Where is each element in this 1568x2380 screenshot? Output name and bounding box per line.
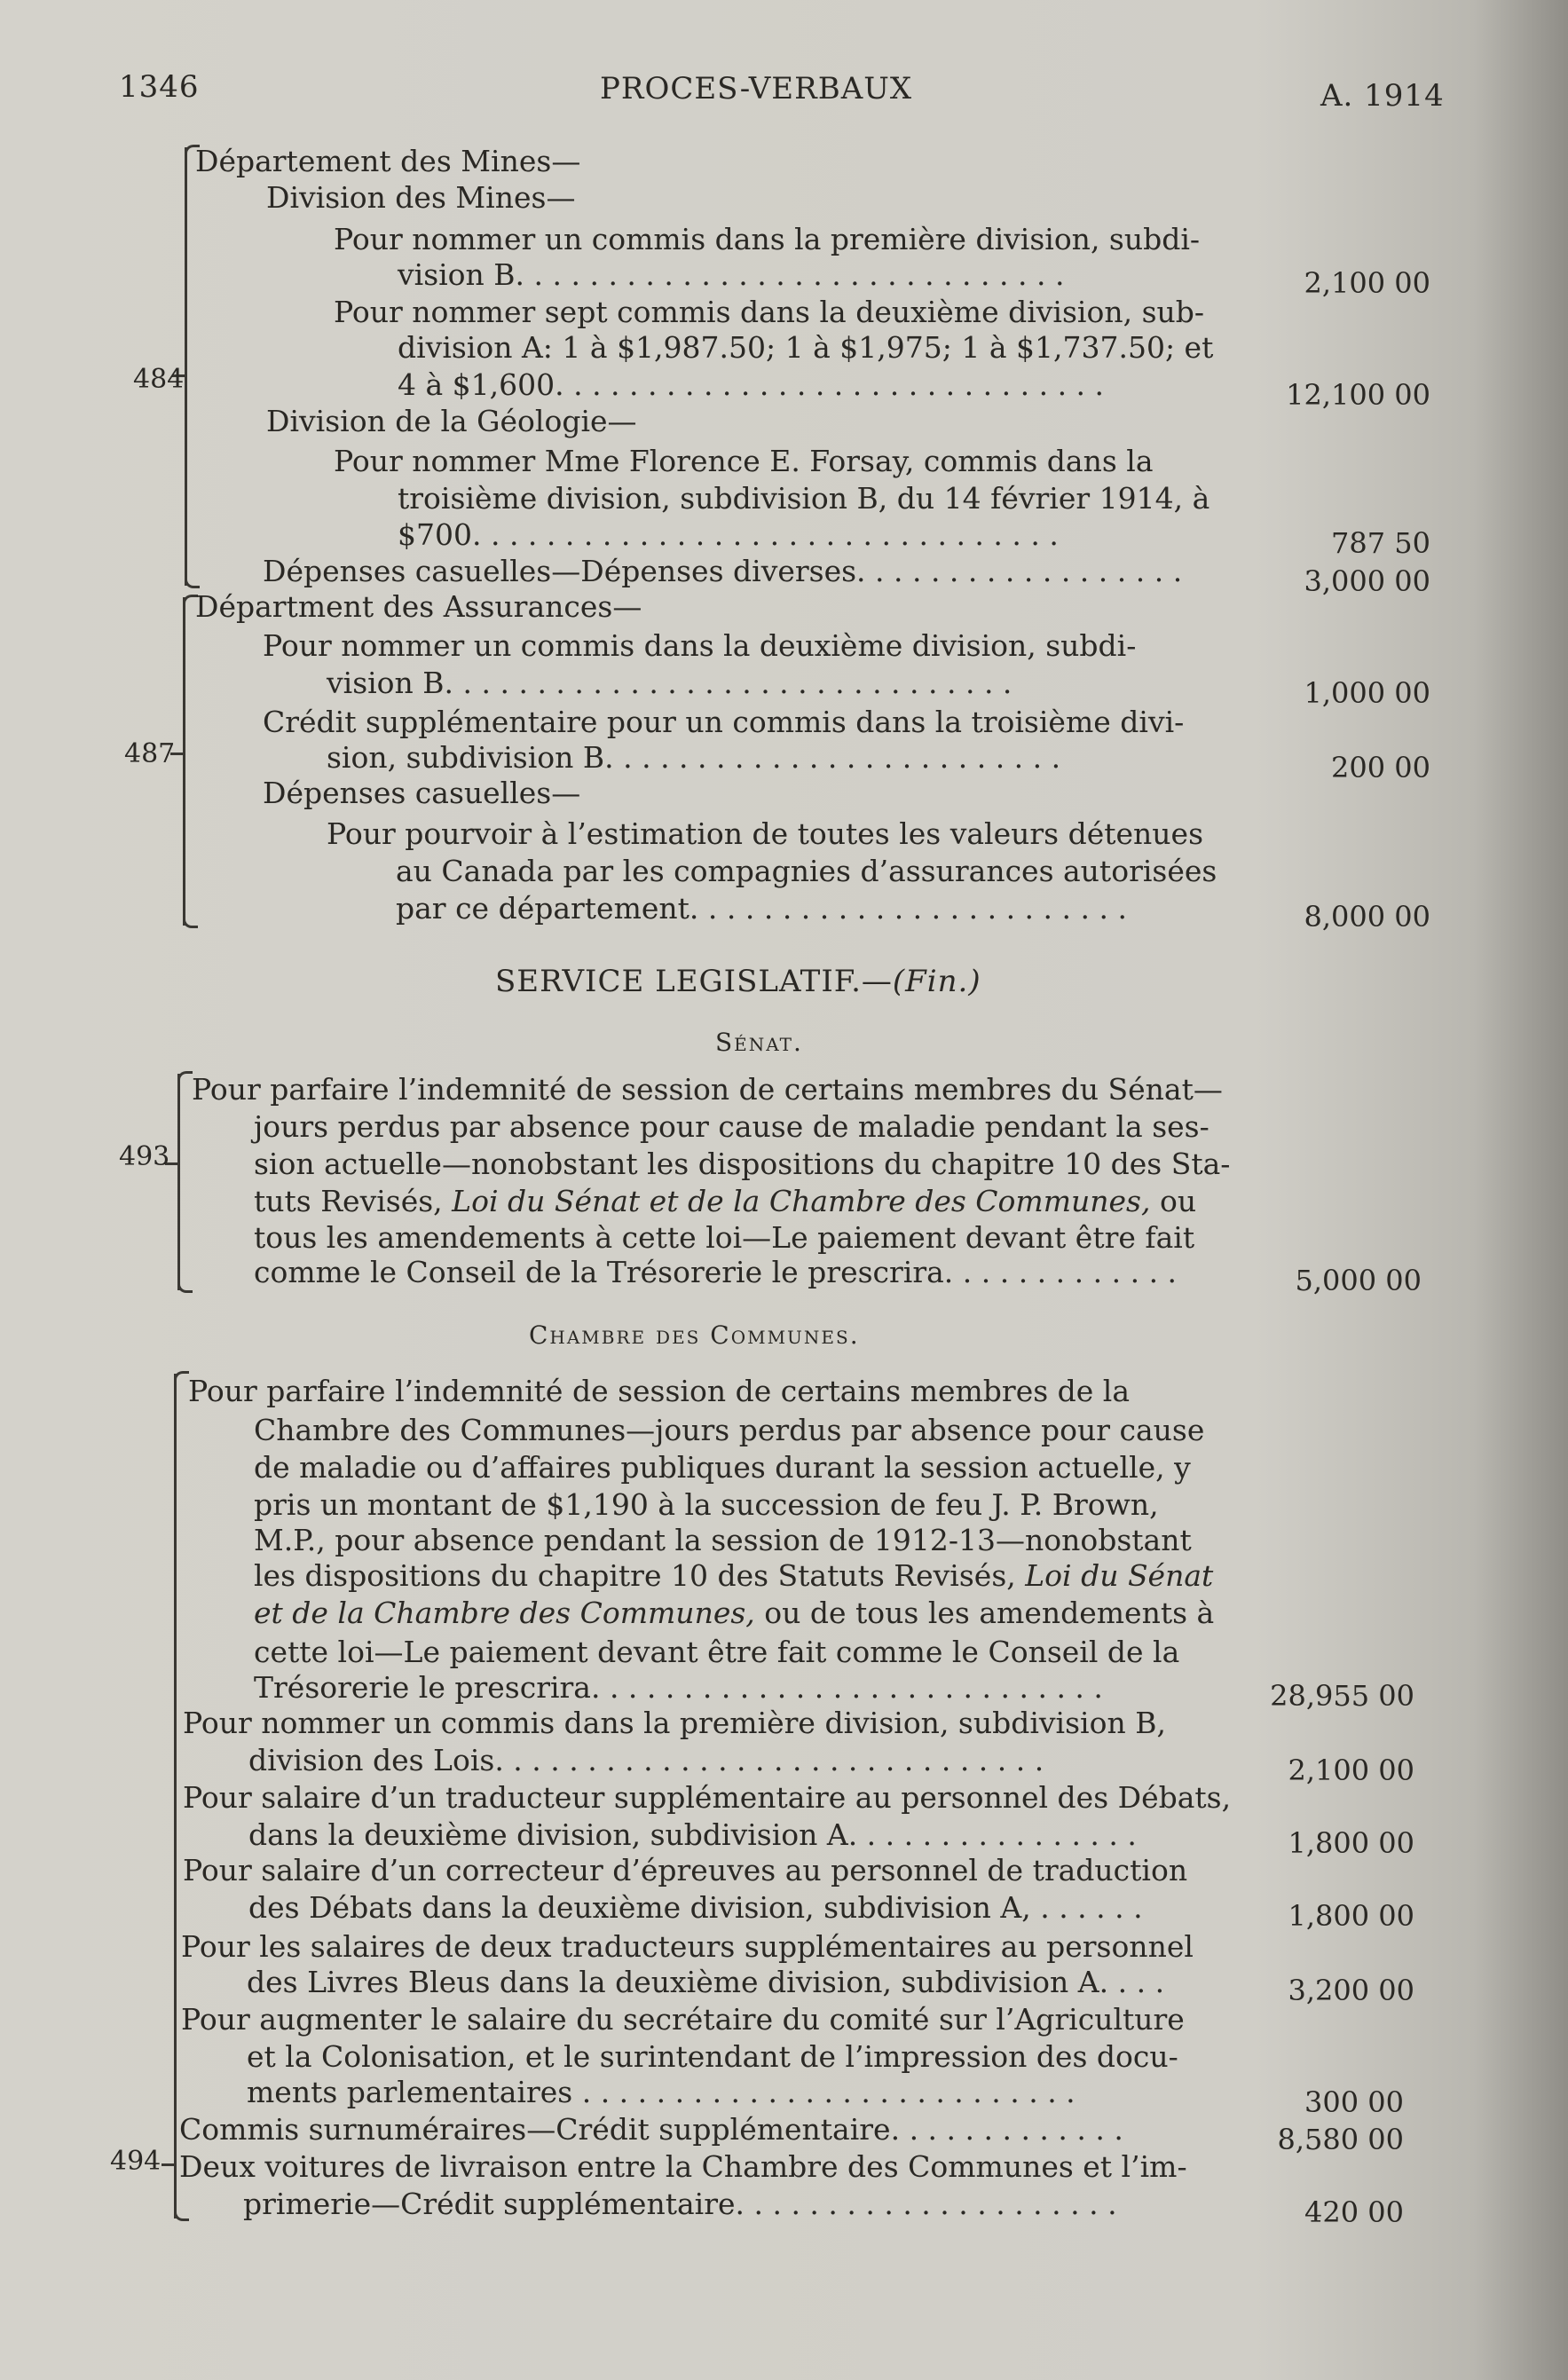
line-493-3-a: tuts Revisés, — [254, 1184, 443, 1218]
line-494-6-italic: et de la Chambre des Communes, — [254, 1596, 755, 1630]
line-487-3: Crédit supplémentaire pour un commis dans la troisième divi- — [263, 705, 1185, 739]
brace-487 — [183, 597, 194, 926]
line-484-6: 4 à $1,600. . . . . . . . . . . . . . . . . . . . . . . . . . . . . . — [398, 367, 1105, 402]
line-494-19: ments parlementaires . . . . . . . . . . . . . . . . . . . . . . . . . . . — [247, 2075, 1076, 2109]
line-487-4: sion, subdivision B. . . . . . . . . . . . . . . . . . . . . . . . . — [327, 740, 1061, 775]
line-484-11: Dépenses casuelles—Dépenses diverses. . . . . . . . . . . . . . . . . . — [263, 554, 1183, 588]
subsection-senat: Sénat. — [715, 1028, 803, 1057]
amount-494-4: 3,200 00 — [1288, 1974, 1414, 2007]
amount-484-2: 787 50 — [1331, 526, 1430, 560]
line-487-7: au Canada par les compagnies d’assurances autorisées — [396, 854, 1217, 888]
amount-494-3: 1,800 00 — [1288, 1899, 1414, 1933]
line-494-11: Pour salaire d’un traducteur supplémentaire au personnel des Débats, — [183, 1780, 1232, 1815]
item-number-493: 493 — [119, 1141, 170, 1172]
line-493-3-italic: Loi du Sénat et de la Chambre des Communes, — [452, 1184, 1151, 1218]
section-title-fin: (Fin.) — [892, 964, 981, 999]
line-484-7: Division de la Géologie— — [266, 404, 637, 438]
amount-487-0: 1,000 00 — [1304, 676, 1430, 710]
line-494-5-a: les dispositions du chapitre 10 des Statuts Revisés, — [254, 1558, 1016, 1593]
subsection-chambre: Chambre des Communes. — [529, 1320, 860, 1350]
line-484-0: Département des Mines— — [195, 144, 581, 178]
line-494-17: Pour augmenter le salaire du secrétaire du comité sur l’Agriculture — [181, 2002, 1185, 2037]
line-484-8: Pour nommer Mme Florence E. Forsay, commis dans la — [334, 444, 1154, 478]
year-label: A. 1914 — [1320, 78, 1445, 114]
line-484-5: division A: 1 à $1,987.50; 1 à $1,975; 1 à $1,737.50; et — [398, 330, 1214, 365]
line-487-0: Départment des Assurances— — [195, 589, 642, 624]
amount-494-7: 420 00 — [1304, 2195, 1404, 2229]
line-494-10: division des Lois. . . . . . . . . . . . . . . . . . . . . . . . . . . . . . — [248, 1743, 1044, 1777]
line-493-0: Pour parfaire l’indemnité de session de certains membres du Sénat— — [192, 1072, 1223, 1107]
line-494-5 — [254, 1558, 1213, 1594]
line-494-22: primerie—Crédit supplémentaire. . . . . . . . . . . . . . . . . . . . . — [243, 2187, 1117, 2221]
line-484-9: troisième division, subdivision B, du 14 février 1914, à — [398, 481, 1210, 516]
line-494-6-b: ou de tous les amendements à — [764, 1596, 1215, 1630]
amount-487-2: 8,000 00 — [1304, 900, 1430, 934]
line-484-1: Division des Mines— — [266, 180, 576, 215]
line-493-5: comme le Conseil de la Trésorerie le prescrira. . . . . . . . . . . . . — [254, 1255, 1178, 1289]
line-493-3-b: ou — [1159, 1184, 1197, 1218]
line-494-15: Pour les salaires de deux traducteurs supplémentaires au personnel — [181, 1929, 1194, 1964]
line-494-1: Chambre des Communes—jours perdus par absence pour cause — [254, 1413, 1205, 1447]
brace-484 — [185, 147, 196, 586]
line-493-3 — [254, 1184, 1196, 1219]
item-number-484: 484 — [133, 364, 185, 395]
amount-493-0: 5,000 00 — [1295, 1264, 1422, 1297]
amount-494-6: 8,580 00 — [1277, 2123, 1404, 2156]
line-493-4: tous les amendements à cette loi—Le paiement devant être fait — [254, 1220, 1195, 1255]
brace-493 — [177, 1074, 189, 1290]
line-494-14: des Débats dans la deuxième division, subdivision A, . . . . . . — [248, 1890, 1143, 1925]
item-number-494: 494 — [110, 2146, 162, 2177]
line-493-2: sion actuelle—nonobstant les dispositions du chapitre 10 des Sta- — [254, 1147, 1231, 1181]
section-title — [495, 964, 981, 999]
line-484-4: Pour nommer sept commis dans la deuxième division, sub- — [334, 295, 1205, 329]
line-494-7: cette loi—Le paiement devant être fait comme le Conseil de la — [254, 1635, 1180, 1669]
line-487-5: Dépenses casuelles— — [263, 776, 581, 810]
amount-494-5: 300 00 — [1304, 2085, 1404, 2119]
amount-484-0: 2,100 00 — [1304, 266, 1430, 300]
line-487-6: Pour pourvoir à l’estimation de toutes les valeurs détenues — [327, 816, 1204, 851]
brace-494-point — [162, 2163, 174, 2166]
amount-484-3: 3,000 00 — [1304, 564, 1430, 598]
line-494-5-italic: Loi du Sénat — [1025, 1558, 1214, 1593]
line-494-16: des Livres Bleus dans la deuxième division, subdivision A. . . . — [247, 1965, 1165, 1999]
line-494-21: Deux voitures de livraison entre la Chambre des Communes et l’im- — [179, 2149, 1187, 2184]
page-title: PROCES-VERBAUX — [600, 71, 913, 106]
line-484-2: Pour nommer un commis dans la première division, subdi- — [334, 222, 1201, 256]
amount-494-2: 1,800 00 — [1288, 1826, 1414, 1860]
section-title-main: SERVICE LEGISLATIF.— — [495, 964, 893, 999]
line-494-9: Pour nommer un commis dans la première division, subdivision B, — [183, 1706, 1166, 1740]
amount-494-0: 28,955 00 — [1270, 1679, 1414, 1713]
line-487-2: vision B. . . . . . . . . . . . . . . . . . . . . . . . . . . . . . . — [327, 666, 1013, 700]
line-494-6 — [254, 1596, 1214, 1631]
line-494-3: pris un montant de $1,190 à la succession de feu J. P. Brown, — [254, 1487, 1159, 1522]
line-494-12: dans la deuxième division, subdivision A. . . . . . . . . . . . . . . . — [248, 1817, 1137, 1852]
line-494-2: de maladie ou d’affaires publiques durant la session actuelle, y — [254, 1450, 1191, 1485]
amount-494-1: 2,100 00 — [1288, 1753, 1414, 1787]
item-number-487: 487 — [124, 738, 176, 769]
line-494-18: et la Colonisation, et le surintendant de l’impression des docu- — [247, 2039, 1178, 2074]
line-494-4: M.P., pour absence pendant la session de 1912-13—nonobstant — [254, 1523, 1192, 1557]
line-494-13: Pour salaire d’un correcteur d’épreuves au personnel de traduction — [183, 1853, 1188, 1887]
amount-487-1: 200 00 — [1331, 751, 1430, 784]
amount-484-1: 12,100 00 — [1286, 378, 1430, 412]
line-487-1: Pour nommer un commis dans la deuxième division, subdi- — [263, 628, 1137, 663]
line-494-0: Pour parfaire l’indemnité de session de certains membres de la — [188, 1374, 1131, 1408]
line-493-1: jours perdus par absence pour cause de maladie pendant la ses- — [254, 1109, 1209, 1144]
page-number: 1346 — [119, 69, 200, 105]
line-484-10: $700. . . . . . . . . . . . . . . . . . . . . . . . . . . . . . . . — [398, 517, 1059, 552]
line-494-8: Trésorerie le prescrira. . . . . . . . . . . . . . . . . . . . . . . . . . . . — [254, 1670, 1103, 1705]
line-494-20: Commis surnuméraires—Crédit supplémentaire. . . . . . . . . . . . . — [179, 2112, 1123, 2147]
line-487-8: par ce département. . . . . . . . . . . . . . . . . . . . . . . . — [396, 891, 1127, 926]
line-484-3: vision B. . . . . . . . . . . . . . . . . . . . . . . . . . . . . . — [398, 257, 1065, 292]
